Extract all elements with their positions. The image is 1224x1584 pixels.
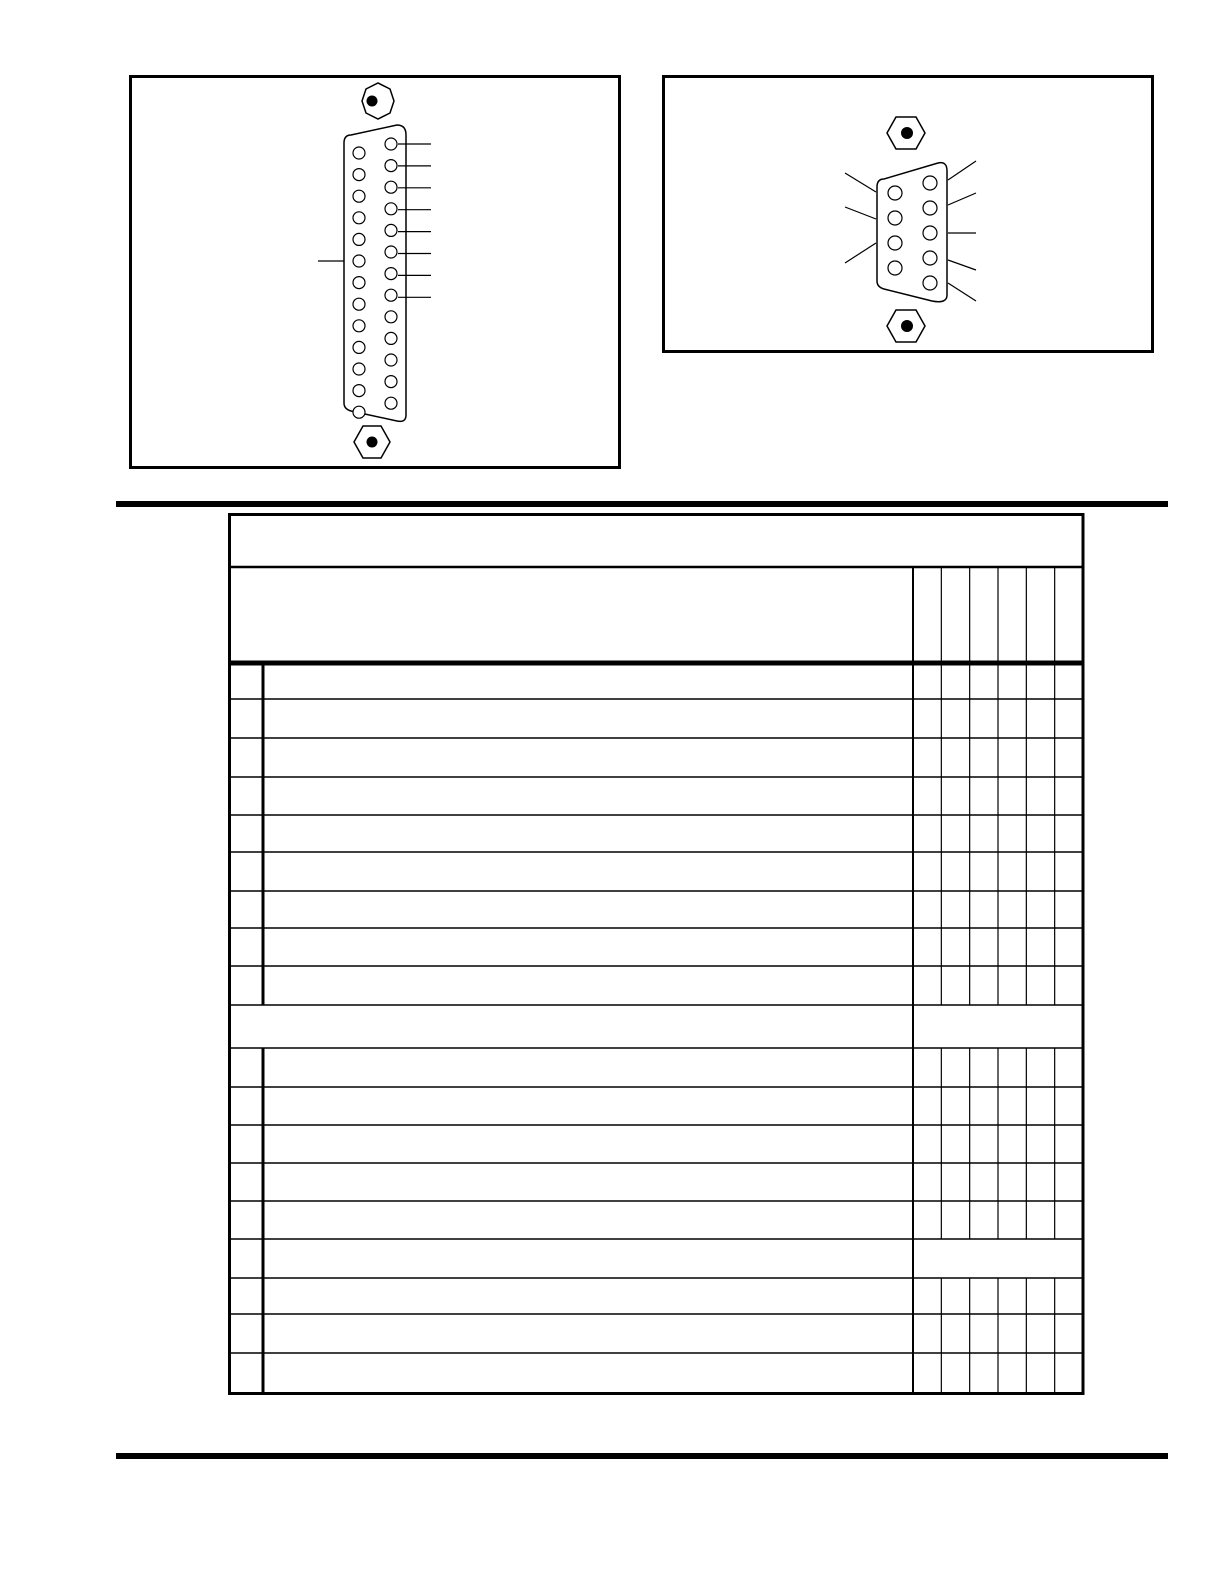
db9-pin — [923, 201, 937, 215]
pin-assignment-grid — [228, 513, 1086, 1397]
bottom-divider-rule — [116, 1453, 1168, 1459]
db25-pin — [353, 406, 365, 418]
db25-pin — [385, 160, 397, 172]
db25-pin — [385, 203, 397, 215]
db25-pin — [385, 311, 397, 323]
db9-pin — [888, 186, 902, 200]
db25-pin — [385, 246, 397, 258]
db25-pin — [353, 169, 365, 181]
db25-pin — [353, 298, 365, 310]
db25-connector-panel — [129, 75, 621, 469]
db9-pin — [888, 261, 902, 275]
db9-connector-panel — [662, 75, 1154, 353]
db25-pin — [385, 224, 397, 236]
db9-connector-diagram — [662, 75, 1154, 353]
db9-pin — [923, 226, 937, 240]
db25-pin — [353, 320, 365, 332]
db25-pin — [385, 397, 397, 409]
db25-pin — [385, 138, 397, 150]
db25-pin — [385, 376, 397, 388]
db25-pin — [385, 289, 397, 301]
db25-pin — [385, 268, 397, 280]
db25-pin — [353, 341, 365, 353]
db25-top-hex-nut-icon — [362, 83, 394, 119]
db25-pin — [353, 233, 365, 245]
db25-pin — [353, 277, 365, 289]
top-divider-rule — [116, 501, 1168, 507]
db25-pin — [353, 363, 365, 375]
db9-pin — [888, 236, 902, 250]
db9-bottom-hex-nut-icon — [887, 310, 925, 342]
db25-pin — [385, 354, 397, 366]
db9-pin — [888, 211, 902, 225]
db9-pin — [923, 276, 937, 290]
db25-pin — [353, 212, 365, 224]
db25-pin — [385, 181, 397, 193]
db9-pin — [923, 251, 937, 265]
db25-pin — [353, 147, 365, 159]
db25-connector-diagram — [129, 75, 621, 469]
db25-pin — [385, 332, 397, 344]
pin-assignment-table — [228, 513, 1086, 1397]
db9-top-hex-nut-icon — [887, 117, 925, 149]
db25-pin — [353, 190, 365, 202]
db25-pin — [353, 255, 365, 267]
db9-pin — [923, 176, 937, 190]
table-border — [230, 515, 1084, 1394]
db25-pin — [353, 385, 365, 397]
